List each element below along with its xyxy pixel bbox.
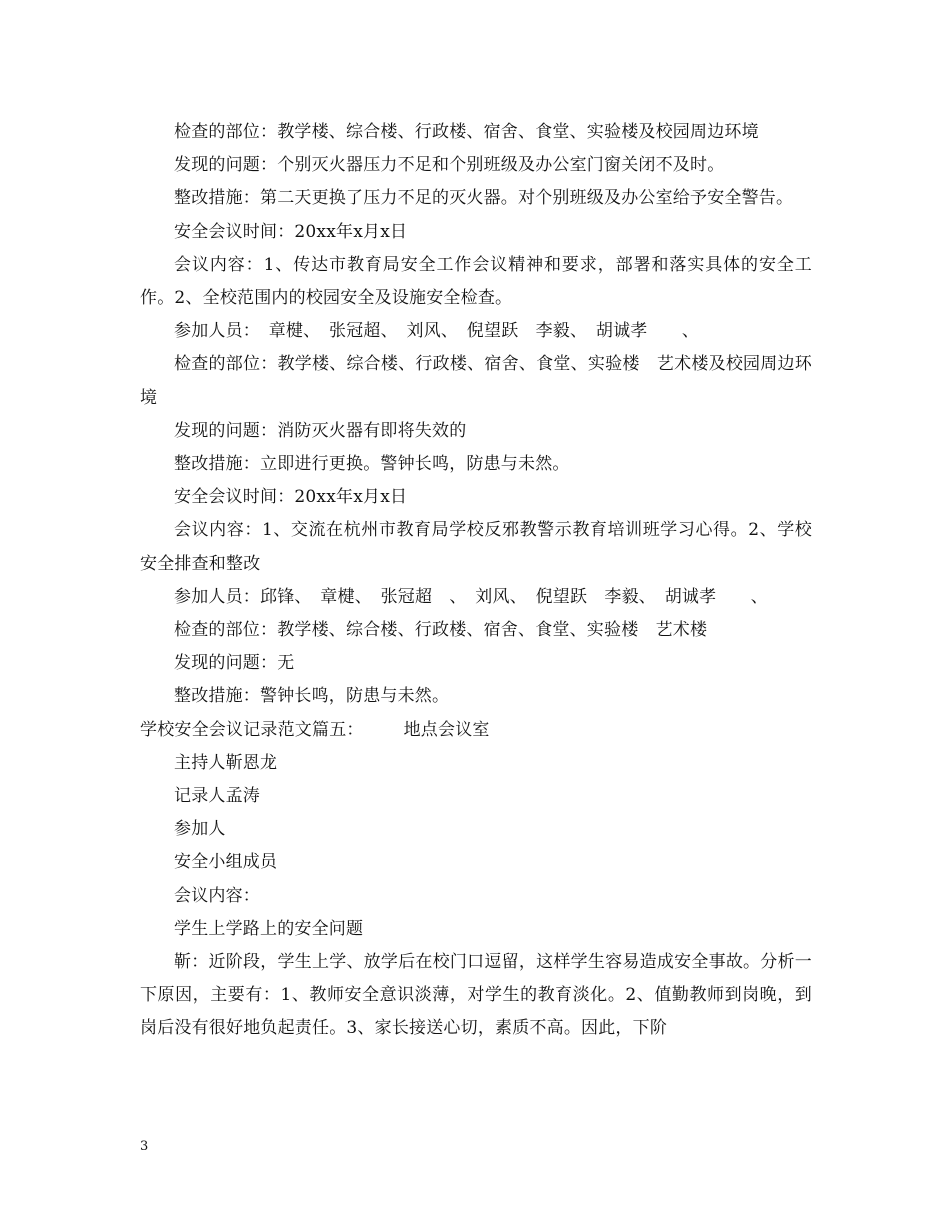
paragraph-meeting-time-1: 安全会议时间：20xx年x月x日: [174, 221, 408, 242]
section-heading: [140, 714, 812, 747]
paragraph-inspection-areas-3: 检查的部位：教学楼、综合楼、行政楼、宿舍、食堂、实验楼 艺术楼: [174, 620, 708, 641]
paragraph-meeting-content-2: 会议内容：1、交流在杭州市教育局学校反邪教警示教育培训班学习心得。2、学校安全排查和整改: [140, 520, 812, 574]
document-body: [140, 116, 812, 1046]
paragraph-meeting-content-label: 会议内容：: [174, 885, 260, 906]
paragraph-recorder: 记录人孟涛: [174, 786, 260, 807]
section-heading-location: 地点会议室: [403, 719, 490, 740]
paragraph-inspection-areas-2: 检查的部位：教学楼、综合楼、行政楼、宿舍、食堂、实验楼 艺术楼及校园周边环境: [140, 354, 812, 408]
paragraph-rectification-3: 整改措施：警钟长鸣，防患与未然。: [174, 686, 450, 707]
paragraph-participants-label: 参加人: [174, 819, 226, 840]
paragraph-issues-found-3: 发现的问题：无: [174, 653, 295, 674]
paragraph-meeting-time-2: 安全会议时间：20xx年x月x日: [174, 487, 408, 508]
paragraph-inspection-areas-1: 检查的部位：教学楼、综合楼、行政楼、宿舍、食堂、实验楼及校园周边环境: [174, 122, 759, 142]
paragraph-attendees-2: 参加人员：邱锋、 章楗、 张冠超 、 刘风、 倪望跃 李毅、 胡诚孝 、: [174, 586, 768, 607]
paragraph-topic: 学生上学路上的安全问题: [174, 918, 364, 939]
paragraph-issues-found-1: 发现的问题：个别灭火器压力不足和个别班级及办公室门窗关闭不及时。: [174, 155, 725, 176]
paragraph-rectification-2: 整改措施：立即进行更换。警钟长鸣，防患与未然。: [174, 454, 570, 475]
paragraph-host: 主持人靳恩龙: [174, 752, 278, 773]
paragraph-meeting-content-1: 会议内容：1、传达市教育局安全工作会议精神和要求，部署和落实具体的安全工作。2、全校范围内的校园安全及设施安全检查。: [140, 254, 812, 309]
paragraph-safety-group: 安全小组成员: [174, 852, 278, 873]
page-number: 3: [140, 1139, 149, 1154]
paragraph-attendees-1: 参加人员： 章楗、 张冠超、 刘风、 倪望跃 李毅、 胡诚孝 、: [174, 321, 700, 342]
paragraph-issues-found-2: 发现的问题：消防灭火器有即将失效的: [174, 420, 467, 441]
section-heading-title: 学校安全会议记录范文篇五：: [140, 719, 364, 740]
paragraph-discussion: 靳：近阶段，学生上学、放学后在校门口逗留，这样学生容易造成安全事故。分析一下原因，主要有：1、教师安全意识淡薄，对学生的教育淡化。2、值勤教师到岗晚，到岗后没有很好地负起责任。3、家长接送心切，素质不高。因此，下阶: [140, 952, 812, 1039]
paragraph-rectification-1: 整改措施：第二天更换了压力不足的灭火器。对个别班级及办公室给予安全警告。: [174, 188, 794, 209]
